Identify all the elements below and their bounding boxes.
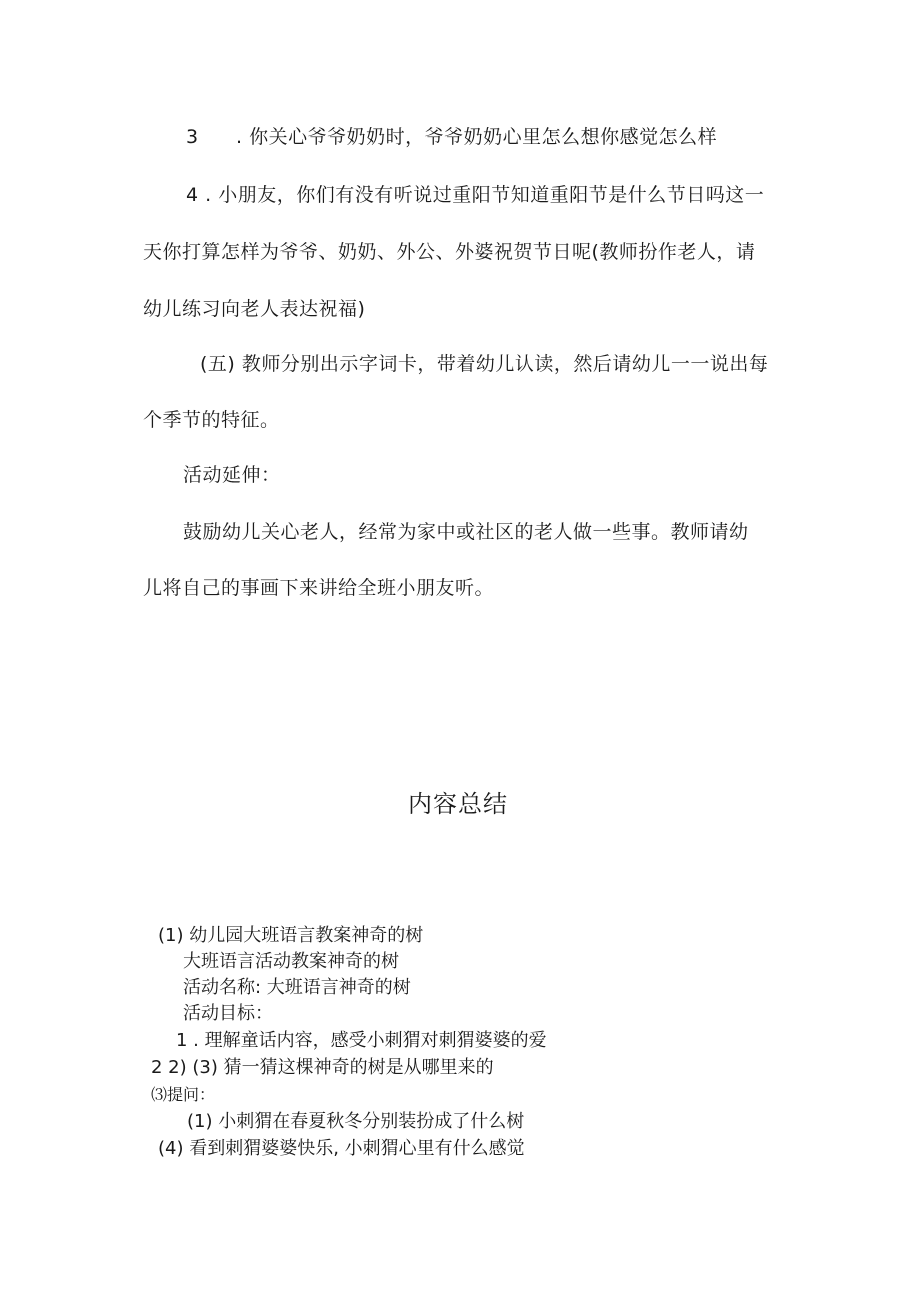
summary-line: (1) 幼儿园大班语言教案神奇的树	[158, 925, 424, 946]
summary-line: 活动名称: 大班语言神奇的树	[183, 977, 411, 998]
summary-line: (1) 小刺猬在春夏秋冬分别装扮成了什么树	[187, 1111, 525, 1132]
summary-line: 1 . 理解童话内容，感受小刺猬对刺猬婆婆的爱	[176, 1030, 547, 1051]
item-4-line-2: 天你打算怎样为爷爷、奶奶、外公、外婆祝贺节日呢(教师扮作老人，请	[143, 241, 756, 263]
extension-line-2: 儿将自己的事画下来讲给全班小朋友听。	[143, 577, 495, 599]
summary-line: ⑶提问：	[151, 1085, 216, 1104]
item-3-text: . 你关心爷爷奶奶时，爷爷奶奶心里怎么想你感觉怎么样	[236, 126, 718, 148]
step-5-line-2: 个季节的特征。	[143, 409, 280, 431]
summary-line: 活动目标：	[183, 1003, 273, 1024]
summary-line: (4) 看到刺猬婆婆快乐, 小刺猬心里有什么感觉	[158, 1138, 525, 1159]
item-4-line-3: 幼儿练习向老人表达祝福)	[143, 298, 366, 320]
summary-line: 2 2) (3) 猜一猜这棵神奇的树是从哪里来的	[151, 1057, 494, 1078]
item-4-line-1: 4 . 小朋友，你们有没有听说过重阳节知道重阳节是什么节日吗这一	[186, 184, 765, 206]
summary-title: 内容总结	[408, 790, 508, 818]
extension-title: 活动延伸：	[183, 464, 281, 486]
summary-line: 大班语言活动教案神奇的树	[183, 951, 399, 972]
extension-line-1: 鼓励幼儿关心老人，经常为家中或社区的老人做一些事。教师请幼	[183, 521, 749, 543]
item-3-number: 3	[186, 126, 199, 148]
step-5-line-1: (五) 教师分别出示字词卡，带着幼儿认读，然后请幼儿一一说出每	[200, 353, 769, 375]
